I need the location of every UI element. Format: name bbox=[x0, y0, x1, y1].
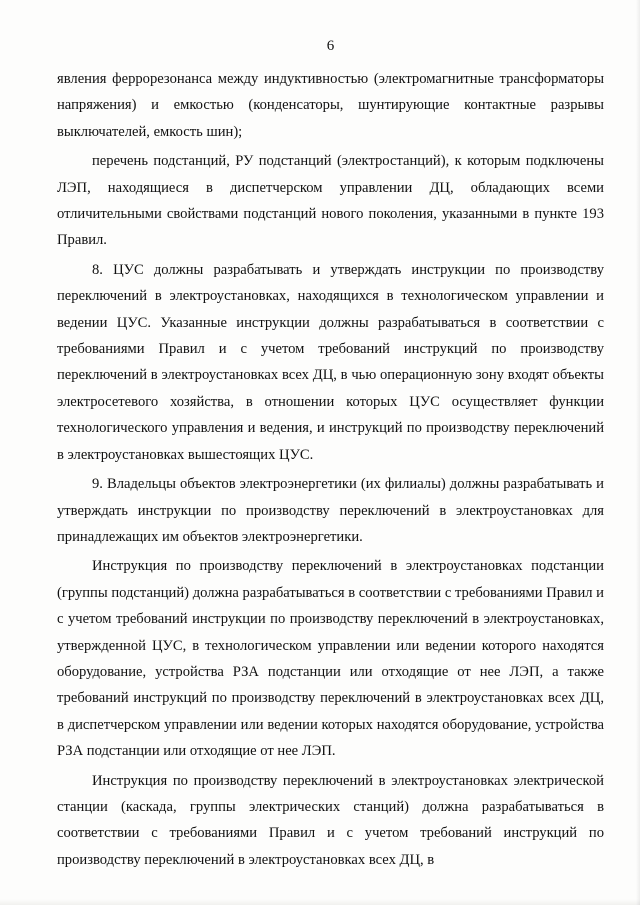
paragraph-power-plant-instruction: Инструкция по производству переключений в электроустановках электрической станции (каскада, группы электрических станций) должна разрабатываться в соответствии с требованиями Правил и с учетом требований инструкций по производству переключений в электроустановках всех ДЦ, в bbox=[57, 772, 604, 868]
paragraph-item-8: 8. ЦУС должны разрабатывать и утверждать инструкции по производству переключений в электроустановках, находящихся в технологическом управлении и ведении ЦУС. Указанные инструкции должны разрабатываться в соответствии с требованиями Правил и с учетом требований инструкций по производству переключений в электроустановках всех ДЦ, в чью операционную зону входят объекты электросетевого хозяйства, в отношении которых ЦУС осуществляет функции технологического управления и ведения, и инструкций по производству переключений в электроустановках вышестоящих ЦУС. bbox=[57, 261, 604, 463]
paragraph-item-9: 9. Владельцы объектов электроэнергетики (их филиалы) должны разрабатывать и утверждать инструкции по производству переключений в электроустановках для принадлежащих им объектов электроэнергетики. bbox=[57, 476, 604, 545]
scan-right-edge bbox=[636, 0, 640, 905]
paragraph-substations-list: перечень подстанций, РУ подстанций (электростанций), к которым подключены ЛЭП, находящиеся в диспетчерском управлении ДЦ, обладающих всеми отличительными свойствами подстанций нового поколения, указанными в пункте 193 Правил. bbox=[57, 153, 604, 249]
page-number: 6 bbox=[326, 38, 335, 54]
paragraph-substation-instruction: Инструкция по производству переключений в электроустановках подстанции (группы подстанций) должна разрабатываться в соответствии с требованиями Правил и с учетом требований инструкции по производству переключений в электроустановках, утвержденной ЦУС, в технологическом управлении или ведении которого находятся оборудование, устройства РЗА подстанции или отходящие от нее ЛЭП, а также требований инструкций по производству переключений в электроустановках всех ДЦ, в диспетчерском управлении или ведении которых находятся оборудование, устройства РЗА подстанции или отходящие от нее ЛЭП. bbox=[57, 558, 604, 760]
scan-bottom-edge bbox=[0, 899, 640, 905]
paragraph-ferroresonance-continuation: явления феррорезонанса между индуктивностью (электромагнитные трансформаторы напряжения) и емкостью (конденсаторы, шунтирующие контактные разрывы выключателей, емкость шин); bbox=[57, 71, 604, 140]
